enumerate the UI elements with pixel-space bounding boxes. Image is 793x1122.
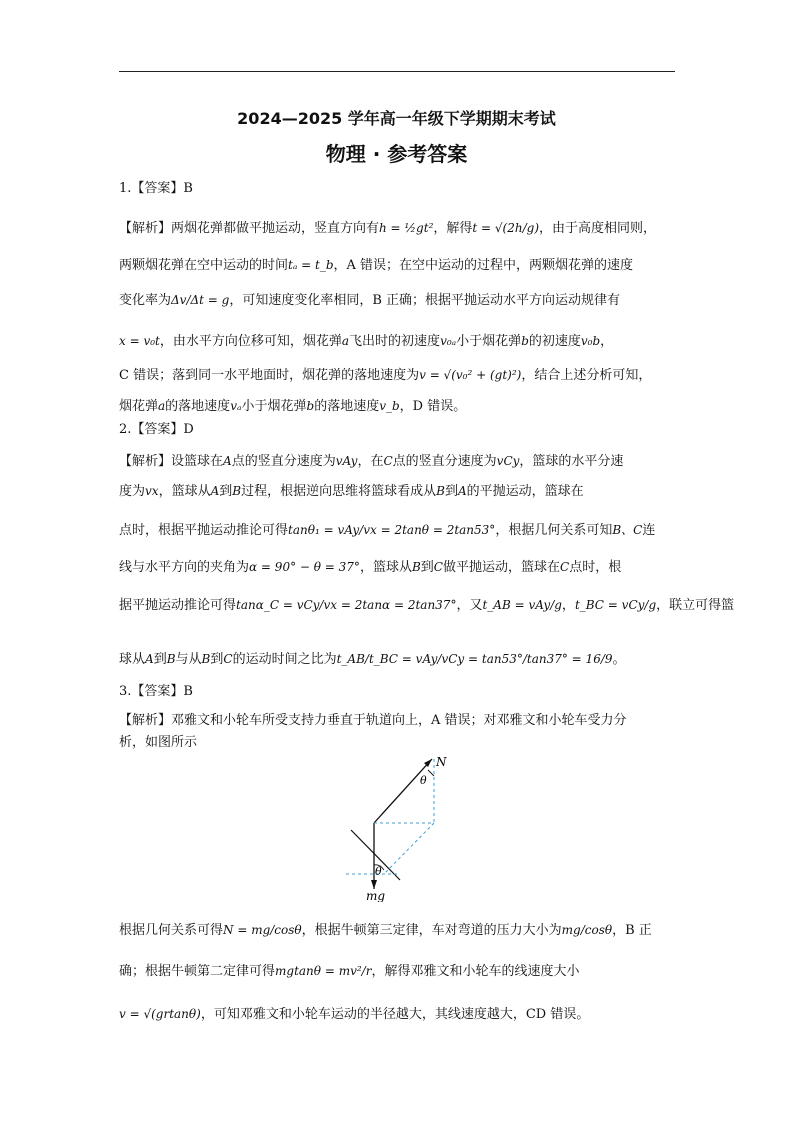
q2-line-4: 线与水平方向的夹角为α = 90° − θ = 37°，篮球从B到C做平抛运动，篮球在C点时，根 xyxy=(119,560,622,575)
force-diagram xyxy=(338,752,468,902)
q2-eq-tab: t_AB = vAy/g xyxy=(482,598,562,612)
q3-eq-speed: v = √(grtanθ) xyxy=(119,1007,201,1021)
q3-line-5: v = √(grtanθ)，可知邓雅文和小轮车运动的半径越大，其线速度越大，CD 错误。 xyxy=(119,1007,590,1022)
q2-eq-tan-c: tanα_C = vCy/vx = 2tanα = 2tan37° xyxy=(236,598,457,612)
label-N: N xyxy=(436,755,447,769)
q3-line-2: 析，如图所示 xyxy=(119,735,198,750)
q3-eq-normal: N = mg/cosθ xyxy=(223,923,302,937)
label-mg: mg xyxy=(366,889,386,902)
q1-line-1: 【解析】两烟花弹都做平抛运动，竖直方向有h = ½gt²，解得t = √(2h/g)，由于高度相同则， xyxy=(119,221,657,236)
q2-eq-tan-a: tanθ₁ = vAy/vx = 2tanθ = 2tan53° xyxy=(288,523,496,537)
q2-line-5: 据平抛运动推论可得tanα_C = vCy/vx = 2tanα = 2tan37°，又t_AB = vAy/g，t_BC = vCy/g，联立可得篮 xyxy=(119,598,735,613)
page-subtitle: 物理 · 参考答案 xyxy=(325,142,468,166)
q3-line-3: 根据几何关系可得N = mg/cosθ，根据牛顿第三定律，车对弯道的压力大小为mg/cosθ，B 正 xyxy=(119,923,652,938)
q1-eq-time: t = √(2h/g) xyxy=(472,221,539,235)
q2-answer: 2.【答案】D xyxy=(119,422,194,437)
header-rule xyxy=(119,71,675,72)
q1-eq-height: h = ½gt² xyxy=(379,221,434,235)
label-theta-bottom: θ xyxy=(375,865,382,878)
q3-line-1: 【解析】邓雅文和小轮车所受支持力垂直于轨道向上，A 错误；对邓雅文和小轮车受力分 xyxy=(119,713,627,728)
normal-force-arrow xyxy=(374,759,432,823)
q1-line-6: 烟花弹a的落地速度vₐ小于烟花弹b的落地速度v_b，D 错误。 xyxy=(119,399,467,414)
q3-eq-pressure: mg/cosθ xyxy=(561,923,613,937)
q2-line-3: 点时，根据平抛运动推论可得tanθ₁ = vAy/vx = 2tanθ = 2tan53°，根据几何关系可知B、C连 xyxy=(119,523,656,538)
q2-eq-tbc: t_BC = vCy/g xyxy=(574,598,657,612)
q2-eq-alpha: α = 90° − θ = 37° xyxy=(249,560,360,574)
q3-eq-newton2: mgtanθ = mv²/r xyxy=(275,964,372,978)
q1-line-2: 两颗烟花弹在空中运动的时间tₐ = t_b，A 错误；在空中运动的过程中，两颗烟花弹的速度 xyxy=(119,258,634,273)
q1-line-4: x = v₀t，由水平方向位移可知，烟花弹a飞出时的初速度v₀ₐ小于烟花弹b的初速度v₀b， xyxy=(119,334,614,349)
q1-eq-rate: Δv/Δt = g xyxy=(171,293,230,307)
q1-eq-times-equal: tₐ = t_b xyxy=(288,258,334,272)
gravity-arrowhead xyxy=(371,880,377,889)
q2-line-1: 【解析】设篮球在A点的竖直分速度为vAy，在C点的竖直分速度为vCy，篮球的水平分速 xyxy=(119,454,624,469)
q2-eq-ratio: t_AB/t_BC = vAy/vCy = tan53°/tan37° = 16/9 xyxy=(336,652,613,666)
q1-eq-horizontal: x = v₀t xyxy=(119,334,160,348)
q2-line-6: 球从A到B与从B到C的运动时间之比为t_AB/t_BC = vAy/vCy = tan53°/tan37° = 16/9。 xyxy=(119,652,626,667)
q1-eq-landing: v = √(v₀² + (gt)²) xyxy=(419,368,522,382)
page-title: 2024—2025 学年高一年级下学期期末考试 xyxy=(237,109,556,128)
label-theta-top: θ xyxy=(420,774,427,787)
q2-line-2: 度为vx，篮球从A到B过程，根据逆向思维将篮球看成从B到A的平抛运动，篮球在 xyxy=(119,484,584,499)
q1-line-3: 变化率为Δv/Δt = g，可知速度变化率相同，B 正确；根据平抛运动水平方向运动规律有 xyxy=(119,293,621,308)
q3-answer: 3.【答案】B xyxy=(119,684,193,699)
q3-line-4: 确；根据牛顿第二定律可得mgtanθ = mv²/r，解得邓雅文和小轮车的线速度大小 xyxy=(119,964,580,979)
q1-answer: 1.【答案】B xyxy=(119,181,193,196)
q1-line-5: C 错误；落到同一水平地面时，烟花弹的落地速度为v = √(v₀² + (gt)²)，结合上述分析可知， xyxy=(119,368,652,383)
